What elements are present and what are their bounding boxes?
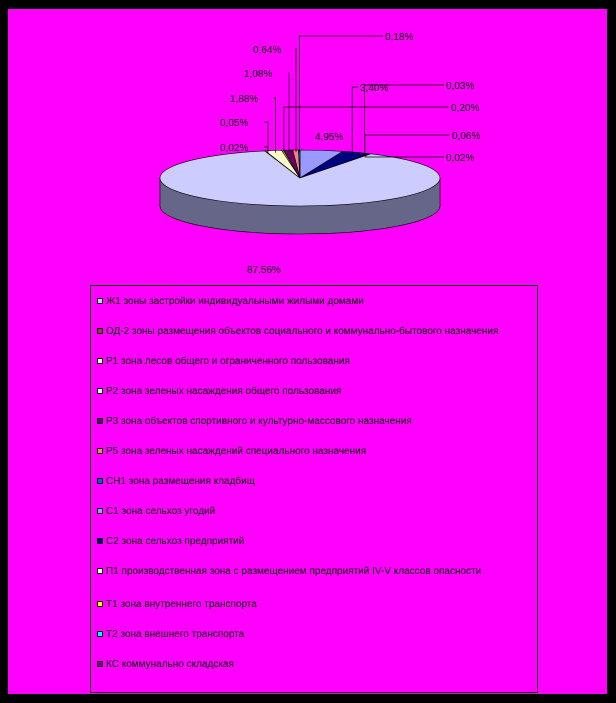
legend-label: ОД-2 зоны размещения объектов социального и коммунально-бытового назначения (106, 326, 499, 337)
leader-line (288, 73, 289, 152)
legend-item (97, 446, 527, 458)
leader-line (365, 85, 444, 156)
legend-swatch (97, 298, 103, 304)
legend-item (97, 356, 527, 368)
legend (90, 285, 538, 693)
legend-swatch (97, 418, 103, 424)
legend-swatch (97, 661, 103, 667)
pie-chart (8, 9, 607, 279)
legend-item (97, 296, 527, 308)
legend-item (97, 416, 527, 428)
data-label: 0,20% (451, 103, 480, 114)
legend-swatch (97, 508, 103, 514)
legend-label: КС коммунально складская (106, 659, 234, 670)
legend-item (97, 386, 527, 398)
legend-label: СН1 зона размещения кладбищ (106, 476, 255, 487)
data-label: 87,56% (247, 265, 281, 276)
legend-label: Р2 зона зеленых насаждения общего пользования (106, 386, 342, 397)
legend-item (97, 566, 527, 578)
legend-label: Р3 зона объектов спортивного и культурно-массового назначения (106, 416, 412, 427)
data-label: 1,08% (244, 69, 273, 80)
data-label: 0,03% (446, 81, 475, 92)
legend-item (97, 659, 527, 671)
legend-item (97, 326, 527, 338)
data-label: 0,02% (446, 153, 475, 164)
legend-item (97, 599, 527, 611)
pie-slices (160, 150, 440, 206)
data-label: 0,05% (220, 118, 249, 129)
legend-swatch (97, 388, 103, 394)
leader-line (284, 107, 449, 152)
data-label: 0,18% (385, 32, 414, 43)
legend-swatch (97, 601, 103, 607)
legend-item (97, 476, 527, 488)
data-label: 4,95% (315, 132, 344, 143)
legend-label: С2 зона сельхоз предприятий (106, 536, 245, 547)
legend-swatch (97, 448, 103, 454)
legend-swatch (97, 478, 103, 484)
legend-label: С1 зона сельхоз угодий (106, 506, 216, 517)
data-label: 3,40% (360, 83, 389, 94)
legend-label: Т2 зона внешнего транспорта (106, 629, 245, 640)
data-label: 0,06% (452, 131, 481, 142)
legend-swatch (97, 568, 103, 574)
legend-label: П1 производственная зона с размещением предприятий IV-V классов опасности (106, 566, 482, 577)
legend-item (97, 629, 527, 641)
leader-lines (264, 36, 450, 157)
data-label: 0,02% (220, 143, 249, 154)
legend-swatch (97, 328, 103, 334)
chart-area (8, 9, 607, 694)
legend-label: Ж1 зоны застройки индивидуальными жилыми домами (106, 296, 364, 307)
legend-label: Т1 зона внутреннего транспорта (106, 599, 257, 610)
legend-swatch (97, 631, 103, 637)
data-label: 1,88% (230, 94, 259, 105)
legend-label: Р1 зона лесов общего и ограниченного пользования (106, 356, 350, 367)
leader-line (274, 98, 276, 153)
leader-line (296, 49, 297, 152)
data-label: 0,64% (253, 45, 282, 56)
legend-label: Р5 зона зеленых насаждений специального назначения (106, 446, 367, 457)
legend-swatch (97, 538, 103, 544)
legend-item (97, 536, 527, 548)
leader-line (352, 87, 358, 155)
legend-swatch (97, 358, 103, 364)
legend-item (97, 506, 527, 518)
leader-line (365, 135, 450, 156)
